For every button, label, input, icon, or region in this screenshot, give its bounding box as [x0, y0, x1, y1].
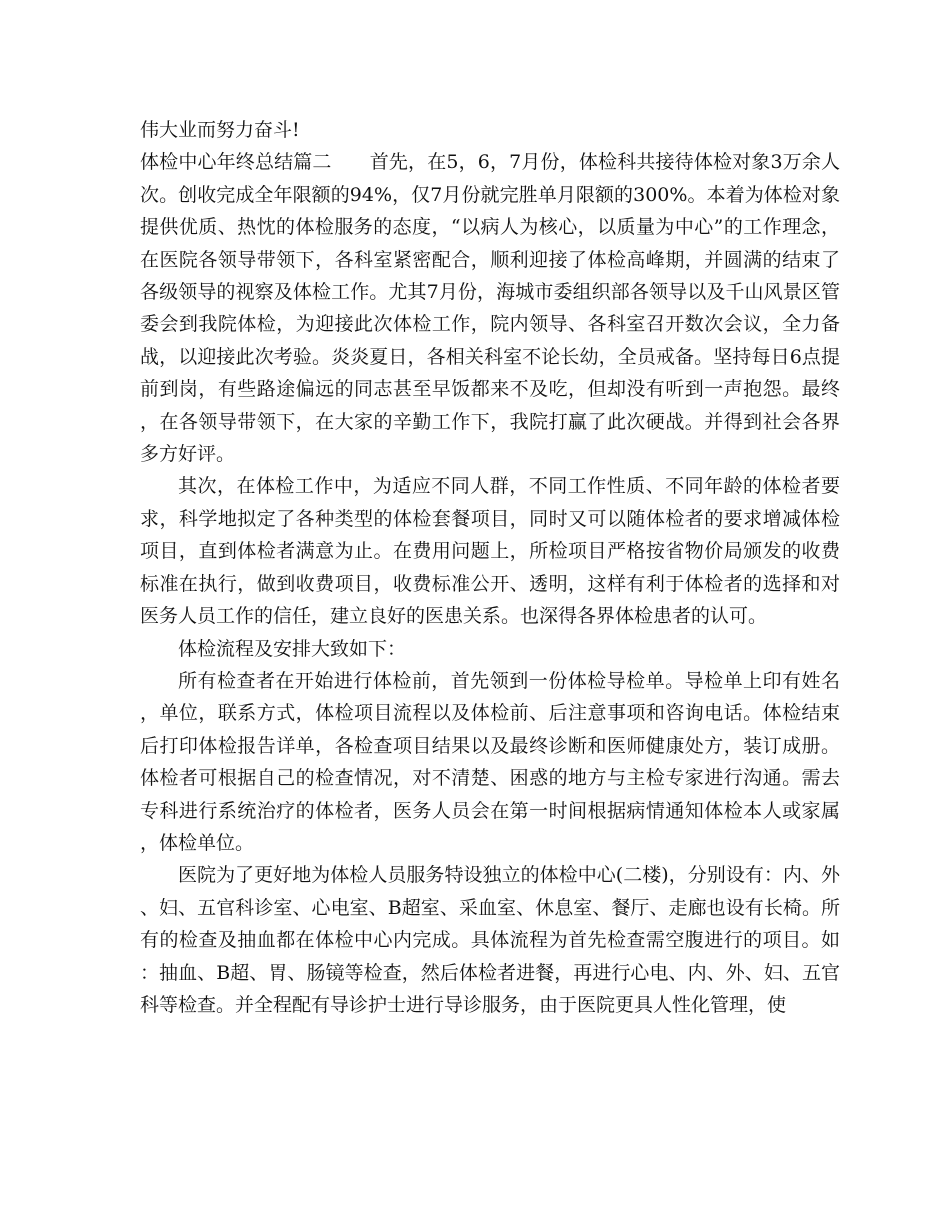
paragraph-section-two	[140, 146, 840, 470]
paragraph-packages: 其次，在体检工作中，为适应不同人群，不同工作性质、不同年龄的体检者要求，科学地拟定了各种类型的体检套餐项目，同时又可以随体检者的要求增减体检项目，直到体检者满意为止。在费用问题上，所检项目严格按省物价局颁发的收费标准在执行，做到收费项目，收费标准公开、透明，这样有利于体检者的选择和对医务人员工作的信任，建立良好的医患关系。也深得各界体检患者的认可。	[140, 475, 840, 628]
paragraph-process-intro: 体检流程及安排大致如下：	[178, 637, 407, 660]
section-two-body: 首先，在5，6，7月份，体检科共接待体检对象3万余人次。创收完成全年限额的94%，仅7月份就完胜单月限额的300%。本着为体检对象提供优质、热忱的体检服务的态度，“以病人为核心，以质量为中心”的工作理念，在医院各领导带领下，各科室紧密配合，顺利迎接了体检高峰期，并圆满的结束了各级领导的视察及体检工作。尤其7月份，海城市委组织部各领导以及千山风景区管委会到我院体检，为迎接此次体检工作，院内领导、各科室召开数次会议，全力备战，以迎接此次考验。炎炎夏日，各相关科室不论长幼，全员戒备。坚持每日6点提前到岗，有些路途偏远的同志甚至早饭都来不及吃，但却没有听到一声抱怨。最终，在各领导带领下，在大家的辛勤工作下，我院打赢了此次硬战。并得到社会各界多方好评。	[140, 151, 840, 466]
document-body	[140, 114, 840, 1021]
paragraph-closing-line: 伟大业而努力奋斗!	[140, 119, 300, 141]
paragraph-guide-sheet: 所有检查者在开始进行体检前，首先领到一份体检导检单。导检单上印有姓名，单位，联系方式，体检项目流程以及体检前、后注意事项和咨询电话。体检结束后打印体检报告详单，各检查项目结果以及最终诊断和医师健康处方，装订成册。体检者可根据自己的检查情况，对不清楚、困惑的地方与主检专家进行沟通。需去专科进行系统治疗的体检者，医务人员会在第一时间根据病情通知体检本人或家属，体检单位。	[140, 669, 840, 854]
paragraph-center-layout: 医院为了更好地为体检人员服务特设独立的体检中心(二楼)，分别设有：内、外、妇、五官科诊室、心电室、B超室、采血室、休息室、餐厅、走廊也设有长椅。所有的检查及抽血都在体检中心内完成。具体流程为首先检查需空腹进行的项目。如：抽血、B超、胃、肠镜等检查，然后体检者进餐，再进行心电、内、外、妇、五官科等检查。并全程配有导诊护士进行导诊服务，由于医院更具人性化管理，使	[140, 864, 840, 1016]
section-heading: 体检中心年终总结篇二	[140, 151, 332, 174]
